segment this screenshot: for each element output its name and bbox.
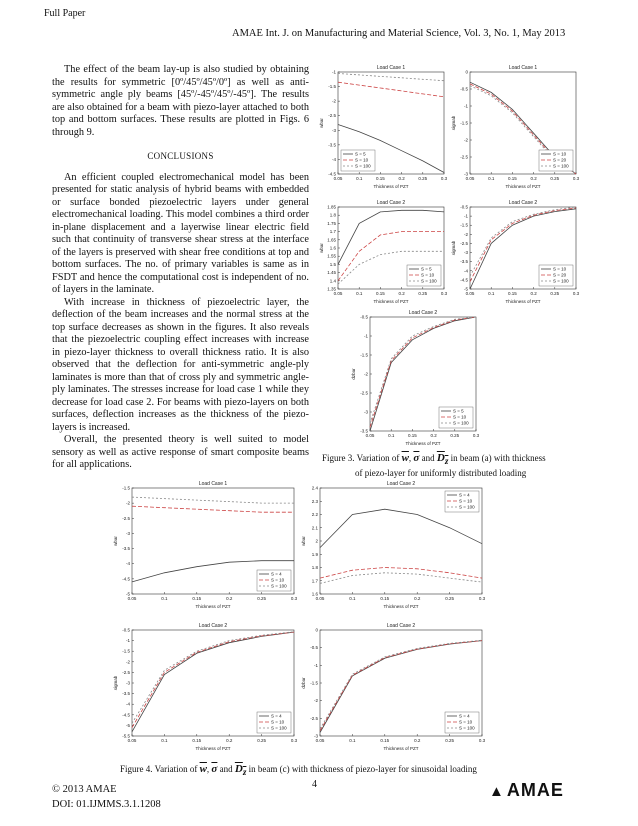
w-bar-symbol: $\overline{w}$ — [401, 452, 409, 464]
y-tick-label: 1.8 — [311, 565, 318, 570]
y-tick-label: -2.5 — [328, 113, 336, 119]
chart-f4c — [112, 620, 298, 752]
y-tick-label: -2 — [363, 371, 368, 377]
legend-label: S = 100 — [459, 725, 475, 731]
legend-label: S = 5 — [421, 266, 432, 272]
x-tick-label: 0.05 — [127, 738, 137, 743]
x-tick-label: 0.05 — [465, 291, 475, 296]
y-tick-label: -2 — [463, 137, 468, 143]
x-tick-label: 0.05 — [315, 596, 325, 601]
y-tick-label: 0 — [315, 627, 318, 633]
x-axis-label: Thickness of PZT — [505, 299, 541, 304]
y-tick-label: 2.2 — [311, 512, 318, 517]
chart-legend — [257, 570, 291, 591]
y-axis-label: wbar — [319, 118, 324, 128]
x-tick-label: 0.1 — [161, 596, 168, 601]
x-tick-label: 0.05 — [333, 176, 343, 181]
x-tick-label: 0.1 — [161, 738, 168, 743]
x-tick-label: 0.3 — [478, 596, 486, 601]
x-tick-label: 0.05 — [365, 433, 375, 438]
y-axis-label: wbar — [319, 243, 324, 253]
x-axis-label: Thickness of PZT — [195, 746, 231, 751]
y-tick-label: -2 — [125, 500, 130, 506]
x-axis-label: Thickness of PZT — [383, 604, 419, 609]
y-tick-label: -3 — [125, 530, 130, 536]
chart-f3d — [450, 197, 580, 305]
chart-legend — [539, 265, 573, 286]
x-tick-label: 0.1 — [488, 176, 495, 181]
y-tick-label: -3 — [125, 680, 130, 686]
chart-legend — [539, 150, 573, 171]
y-tick-label: -1 — [125, 638, 130, 644]
chart-legend — [439, 407, 473, 428]
y-tick-label: -1.5 — [328, 84, 336, 90]
legend-label: S = 10 — [553, 151, 567, 157]
y-tick-label: -3.5 — [328, 142, 336, 148]
x-tick-label: 0.3 — [478, 738, 486, 743]
chart-f4b — [300, 478, 486, 610]
chart-title: Load Case 2 — [408, 310, 438, 316]
x-tick-label: 0.15 — [192, 596, 202, 601]
y-tick-label: -3.5 — [122, 546, 130, 552]
x-tick-label: 0.1 — [349, 738, 356, 743]
legend-label: S = 10 — [553, 266, 567, 272]
x-tick-label: 0.3 — [440, 291, 448, 296]
x-tick-label: 0.2 — [398, 176, 405, 181]
chart-f3e — [350, 307, 480, 447]
y-axis-label: wbar — [301, 536, 306, 546]
sigma-bar-symbol: $\overline{\sigma}$ — [413, 452, 420, 464]
legend-label: S = 20 — [553, 157, 567, 163]
legend-label: S = 100 — [459, 504, 475, 510]
chart-title: Load Case 2 — [376, 200, 406, 206]
y-tick-label: 1.35 — [327, 286, 336, 292]
y-axis-label: dzbar — [301, 677, 306, 689]
x-tick-label: 0.25 — [550, 291, 560, 296]
y-tick-label: -1.5 — [310, 680, 318, 686]
legend-label: S = 4 — [459, 492, 470, 498]
page-number: 4 — [312, 779, 317, 790]
x-axis-label: Thickness of PZT — [373, 184, 409, 189]
y-tick-label: -1.5 — [360, 352, 368, 358]
y-tick-label: 2.4 — [311, 485, 318, 491]
y-tick-label: -4.5 — [460, 277, 468, 283]
x-tick-label: 0.1 — [488, 291, 495, 296]
running-header-left: Full Paper — [44, 8, 86, 19]
legend-label: S = 100 — [271, 725, 287, 731]
chart-f4d — [300, 620, 486, 752]
y-tick-label: 1.45 — [327, 270, 336, 276]
x-tick-label: 0.3 — [572, 176, 580, 181]
y-axis-label: dzbar — [351, 368, 356, 380]
chart-title: Load Case 1 — [508, 65, 538, 71]
legend-label: S = 4 — [271, 713, 282, 719]
x-tick-label: 0.3 — [290, 596, 298, 601]
figure-4-caption: Figure 4. Variation of $\overline{w}$, $\overline{\sigma}$ and $D_z$ in beam (c) with thickness of piezo-layer for sinusoidal loading — [120, 763, 477, 778]
y-tick-label: -5 — [125, 591, 130, 597]
legend-label: S = 100 — [355, 163, 371, 169]
y-tick-label: 1.6 — [329, 245, 336, 251]
y-tick-label: -0.5 — [360, 314, 368, 320]
chart-legend — [341, 150, 375, 171]
chart-title: Load Case 1 — [376, 65, 406, 71]
dz-bar-symbol: $D_z$ — [436, 452, 449, 467]
paragraph-layup: The effect of the beam lay-up is also studied by obtaining the results for symmetric [0º/45º/45º/0º] as well as anti-symmetric angle ply beams [45º/-45º/45º/-45º]. The results are also obtained for a beam with piezo-layer attached to both top and bottom surfaces. These results are plotted in Figs. 6 through 9. — [52, 64, 309, 138]
x-tick-label: 0.2 — [414, 738, 421, 743]
x-tick-label: 0.25 — [445, 596, 454, 601]
x-tick-label: 0.2 — [398, 291, 405, 296]
legend-label: S = 100 — [553, 163, 569, 169]
y-tick-label: 2.3 — [311, 498, 318, 504]
y-tick-label: -2.5 — [360, 390, 368, 396]
x-tick-label: 0.25 — [257, 596, 266, 601]
y-axis-label: sigmab — [113, 675, 118, 691]
y-tick-label: 0 — [465, 69, 468, 75]
y-tick-label: -2.5 — [310, 715, 318, 721]
y-tick-label: -0.5 — [122, 627, 130, 633]
y-tick-label: 1.65 — [327, 237, 336, 243]
y-tick-label: 1.6 — [311, 591, 318, 597]
x-tick-label: 0.25 — [418, 291, 428, 296]
x-tick-label: 0.2 — [530, 291, 537, 296]
legend-label: S = 10 — [355, 157, 369, 163]
x-axis-label: Thickness of PZT — [383, 746, 419, 751]
y-tick-label: 2 — [315, 538, 318, 544]
chart-f4a — [112, 478, 298, 610]
y-tick-label: -3 — [313, 733, 318, 739]
x-tick-label: 0.3 — [440, 176, 448, 181]
x-tick-label: 0.15 — [508, 176, 517, 181]
legend-label: S = 5 — [453, 408, 464, 414]
y-tick-label: 1.5 — [329, 261, 336, 267]
x-tick-label: 0.2 — [226, 596, 233, 601]
x-tick-label: 0.15 — [376, 176, 385, 181]
x-tick-label: 0.1 — [388, 433, 395, 438]
chart-title: Load Case 2 — [386, 481, 416, 487]
y-tick-label: 1.75 — [327, 220, 336, 226]
x-tick-label: 0.15 — [508, 291, 517, 296]
x-tick-label: 0.05 — [465, 176, 475, 181]
text-column — [52, 64, 309, 472]
y-tick-label: 1.8 — [329, 212, 336, 218]
sigma-bar-symbol: $\overline{\sigma}$ — [211, 763, 218, 775]
dz-bar-symbol: $D_z$ — [234, 763, 247, 778]
y-tick-label: -4 — [125, 561, 130, 567]
chart-legend — [445, 491, 479, 512]
legend-label: S = 10 — [271, 719, 285, 725]
x-axis-label: Thickness of PZT — [405, 441, 441, 446]
y-tick-label: -2 — [463, 231, 468, 237]
y-tick-label: -4.5 — [328, 171, 336, 177]
legend-label: S = 20 — [553, 272, 567, 278]
y-tick-label: -3.5 — [122, 691, 130, 697]
y-tick-label: -0.5 — [310, 645, 318, 651]
y-tick-label: -2.5 — [460, 240, 468, 246]
chart-legend — [445, 712, 479, 733]
legend-label: S = 5 — [355, 151, 366, 157]
y-tick-label: -1 — [331, 69, 336, 75]
y-tick-label: -1.5 — [460, 120, 468, 126]
figure-3-caption: Figure 3. Variation of $\overline{w}$, $\overline{\sigma}$ and $D_z$ in beam (a) with thickness — [322, 452, 546, 467]
x-axis-label: Thickness of PZT — [373, 299, 409, 304]
chart-legend — [407, 265, 441, 286]
amae-logo: ▲ AMAE — [489, 780, 564, 800]
legend-label: S = 10 — [459, 719, 473, 725]
legend-label: S = 10 — [459, 498, 473, 504]
x-tick-label: 0.05 — [315, 738, 325, 743]
legend-label: S = 10 — [271, 577, 285, 583]
footer-doi: DOI: 01.IJMMS.3.1.1208 — [52, 799, 161, 810]
legend-label: S = 10 — [453, 414, 467, 420]
paragraph-conclusions-1: An efficient coupled electromechanical model has been presented for static analysis of hybrid beams with embedded or surface bonded piezoelectric layers under general electromechanical loading. This model combines a third order in-plane displacement and a layerwise linear electric field such that continuity of transverse shear stress at the interface of the layers is preserved with shear free conditions at top and bottom surfaces. The no. of primary variables is same as in FSDT and hence the computational cost is independent of no. of layers in the laminate. — [52, 171, 309, 295]
x-tick-label: 0.2 — [530, 176, 537, 181]
x-tick-label: 0.3 — [572, 291, 580, 296]
chart-title: Load Case 2 — [386, 623, 416, 629]
paragraph-conclusions-2: With increase in thickness of piezoelectric layer, the deflection of the beam increases and the normal stress at the top surface decreases as shown in the figures. It also reveals that the piezoelectric coupling effect increases with increase in piezo-layer thickness to overall thickness ratio. It is also observed that the deflection for anti-symmetric angle-ply laminates is more than that of cross ply and symmetric angle-ply laminates. The stresses increase for load case 1 while they decrease for load case 2. For beams with piezo-layers on both surfaces, deflection increases as the thickness of the piezo-layers is increased. — [52, 296, 309, 433]
y-tick-label: -0.5 — [460, 86, 468, 92]
x-tick-label: 0.3 — [290, 738, 298, 743]
y-tick-label: -1 — [313, 662, 318, 668]
running-header-right: AMAE Int. J. on Manufacturing and Material Science, Vol. 3, No. 1, May 2013 — [232, 28, 566, 39]
x-tick-label: 0.15 — [192, 738, 202, 743]
y-tick-label: -2 — [313, 698, 318, 704]
y-tick-label: 1.85 — [327, 204, 336, 210]
y-tick-label: -3 — [463, 171, 468, 177]
y-tick-label: -1.5 — [122, 485, 130, 491]
legend-label: S = 10 — [421, 272, 435, 278]
y-tick-label: -1.5 — [122, 648, 130, 654]
chart-legend — [257, 712, 291, 733]
y-tick-label: -4 — [463, 268, 468, 274]
y-tick-label: 1.7 — [311, 578, 318, 584]
x-tick-label: 0.15 — [380, 738, 390, 743]
x-tick-label: 0.2 — [414, 596, 421, 601]
x-tick-label: 0.1 — [356, 176, 363, 181]
y-tick-label: -3.5 — [460, 259, 468, 265]
x-tick-label: 0.25 — [450, 433, 460, 438]
legend-label: S = 100 — [453, 420, 469, 426]
y-tick-label: -0.5 — [460, 204, 468, 210]
x-tick-label: 0.05 — [333, 291, 343, 296]
y-tick-label: 1.4 — [329, 278, 336, 284]
y-tick-label: -5 — [463, 286, 468, 292]
y-tick-label: -1 — [463, 213, 468, 219]
chart-title: Load Case 2 — [508, 200, 538, 206]
y-tick-label: 1.9 — [311, 551, 318, 557]
x-axis-label: Thickness of PZT — [505, 184, 541, 189]
chart-f3c — [318, 197, 448, 305]
x-tick-label: 0.3 — [472, 433, 480, 438]
y-tick-label: -5 — [125, 722, 130, 728]
y-tick-label: -2.5 — [122, 669, 130, 675]
figure-3-caption-line2: of piezo-layer for uniformly distributed loading — [355, 468, 527, 478]
x-tick-label: 0.25 — [418, 176, 428, 181]
x-tick-label: 0.2 — [226, 738, 233, 743]
y-axis-label: sigmab — [451, 240, 456, 256]
y-tick-label: -3 — [331, 127, 336, 133]
y-tick-label: -2.5 — [122, 515, 130, 521]
chart-f3a — [318, 62, 448, 190]
y-axis-label: sigmab — [451, 115, 456, 131]
legend-label: S = 100 — [421, 278, 437, 284]
y-tick-label: -2 — [331, 98, 336, 104]
y-tick-label: -5.5 — [122, 733, 130, 739]
x-tick-label: 0.2 — [430, 433, 437, 438]
legend-label: S = 4 — [271, 571, 282, 577]
x-tick-label: 0.05 — [127, 596, 137, 601]
chart-title: Load Case 2 — [198, 623, 228, 629]
x-tick-label: 0.25 — [550, 176, 560, 181]
y-axis-label: wbar — [113, 536, 118, 546]
y-tick-label: 2.1 — [311, 525, 318, 531]
legend-label: S = 4 — [459, 713, 470, 719]
x-tick-label: 0.25 — [257, 738, 266, 743]
paragraph-conclusions-3: Overall, the presented theory is well suited to model sensory as well as active response of smart composite beams for all applications. — [52, 434, 309, 470]
chart-title: Load Case 1 — [198, 481, 228, 487]
w-bar-symbol: $\overline{w}$ — [199, 763, 207, 775]
x-tick-label: 0.25 — [445, 738, 454, 743]
y-tick-label: -2.5 — [460, 154, 468, 160]
y-tick-label: -4.5 — [122, 576, 130, 582]
y-tick-label: -4 — [125, 701, 130, 707]
x-tick-label: 0.1 — [349, 596, 356, 601]
y-tick-label: -3 — [463, 250, 468, 256]
y-tick-label: 1.55 — [327, 253, 336, 259]
y-tick-label: -3 — [363, 409, 368, 415]
x-axis-label: Thickness of PZT — [195, 604, 231, 609]
y-tick-label: -1 — [363, 333, 368, 339]
y-tick-label: 1.7 — [329, 229, 336, 235]
y-tick-label: -2 — [125, 659, 130, 665]
y-tick-label: -4.5 — [122, 712, 130, 718]
y-tick-label: -1.5 — [460, 222, 468, 228]
y-tick-label: -4 — [331, 156, 336, 162]
y-tick-label: -1 — [463, 103, 468, 109]
footer-copyright: © 2013 AMAE — [52, 784, 117, 795]
x-tick-label: 0.15 — [380, 596, 390, 601]
x-tick-label: 0.15 — [408, 433, 417, 438]
y-tick-label: -3.5 — [360, 428, 368, 434]
legend-label: S = 100 — [271, 583, 287, 589]
x-tick-label: 0.1 — [356, 291, 363, 296]
x-tick-label: 0.15 — [376, 291, 385, 296]
chart-f3b — [450, 62, 580, 190]
legend-label: S = 100 — [553, 278, 569, 284]
section-heading-conclusions: CONCLUSIONS — [147, 151, 214, 161]
